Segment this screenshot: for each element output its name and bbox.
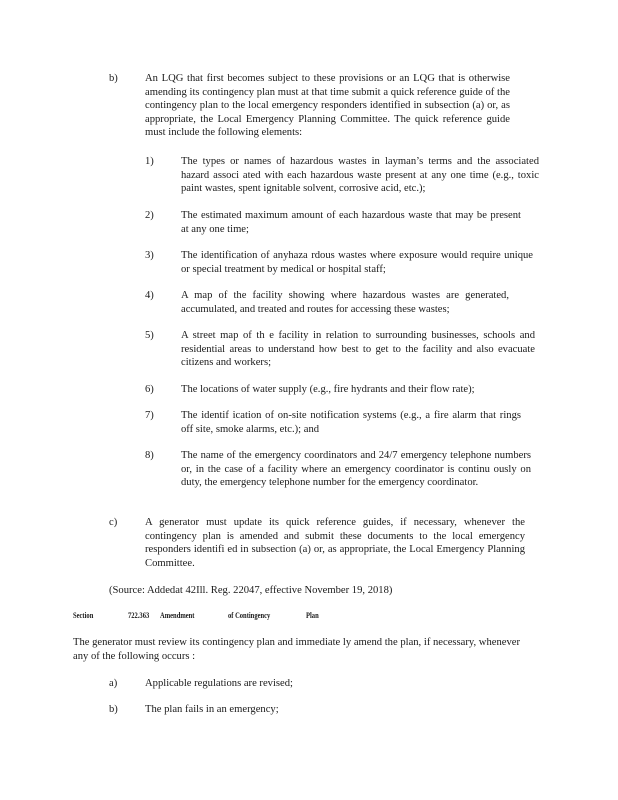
section-intro: The generator must review its contingency plan and immediate ly amend the plan, if necessary, whenever any of the following occurs : xyxy=(73,637,520,662)
element-3-text: The identification of anyhaza rdous wastes where exposure would require unique or special treatment by medical or hospital staff; xyxy=(181,250,533,275)
para-b-text: An LQG that first becomes subject to these provisions or an LQG that is otherwise amending its contingency plan must at that time submit a quick reference guide of the contingency plan to the local emergency responders identified in subsection (a) or, as appropriate, the Local Emergency Planning Committee. The quick reference guide must include the following elements: xyxy=(145,73,510,139)
section-title-part-3: Plan xyxy=(306,611,319,620)
element-1-text: The types or names of hazardous wastes in layman’s terms and the associated hazard associ ated with each hazardous waste present at any one time (e.g., toxic paint wastes, spent ignitable solvent, corrosive acid, etc.); xyxy=(181,156,539,195)
element-6-text: The locations of water supply (e.g., fire hydrants and their flow rate); xyxy=(181,384,475,395)
condition-a-label: a) xyxy=(109,678,118,689)
condition-b-label: b) xyxy=(109,704,118,715)
element-1-label: 1) xyxy=(145,156,154,167)
element-5-text: A street map of th e facility in relation to surrounding businesses, schools and residential areas to understand how best to get to the facility and also evacuate citizens and workers; xyxy=(181,330,535,369)
section-title-part-2: of Contingency xyxy=(228,611,271,620)
condition-b-text: The plan fails in an emergency; xyxy=(145,704,279,715)
element-8-text: The name of the emergency coordinators and 24/7 emergency telephone numbers or, in the case of a facility where an emergency coordinator is continu ously on duty, the emergency telephone number for the emergency coordinator. xyxy=(181,450,531,489)
element-7-text: The identif ication of on-site notification systems (e.g., a fire alarm that rings off site, smoke alarms, etc.); and xyxy=(181,410,521,435)
element-8-label: 8) xyxy=(145,450,154,461)
element-2-label: 2) xyxy=(145,210,154,221)
condition-a-text: Applicable regulations are revised; xyxy=(145,678,293,689)
element-3-label: 3) xyxy=(145,250,154,261)
para-c-text: A generator must update its quick reference guides, if necessary, whenever the contingency plan is amended and submit these documents to the local emergency responders identifi ed in subsection (a) or, as appropriate, the Local Emergency Planning Committee. xyxy=(145,517,525,569)
section-title-part-1: Amendment xyxy=(160,611,195,620)
element-2-text: The estimated maximum amount of each hazardous waste that may be present at any one time; xyxy=(181,210,521,235)
element-7-label: 7) xyxy=(145,410,154,421)
para-b-label: b) xyxy=(109,73,118,84)
element-4-label: 4) xyxy=(145,290,154,301)
source-note: (Source: Addedat 42Ill. Reg. 22047, effective November 19, 2018) xyxy=(109,585,393,596)
element-4-text: A map of the facility showing where hazardous wastes are generated, accumulated, and treated and routes for accessing these wastes; xyxy=(181,290,509,315)
element-5-label: 5) xyxy=(145,330,154,341)
section-word: Section xyxy=(73,611,94,620)
element-6-label: 6) xyxy=(145,384,154,395)
para-c-label: c) xyxy=(109,517,118,528)
section-number: 722.363 xyxy=(128,611,150,620)
